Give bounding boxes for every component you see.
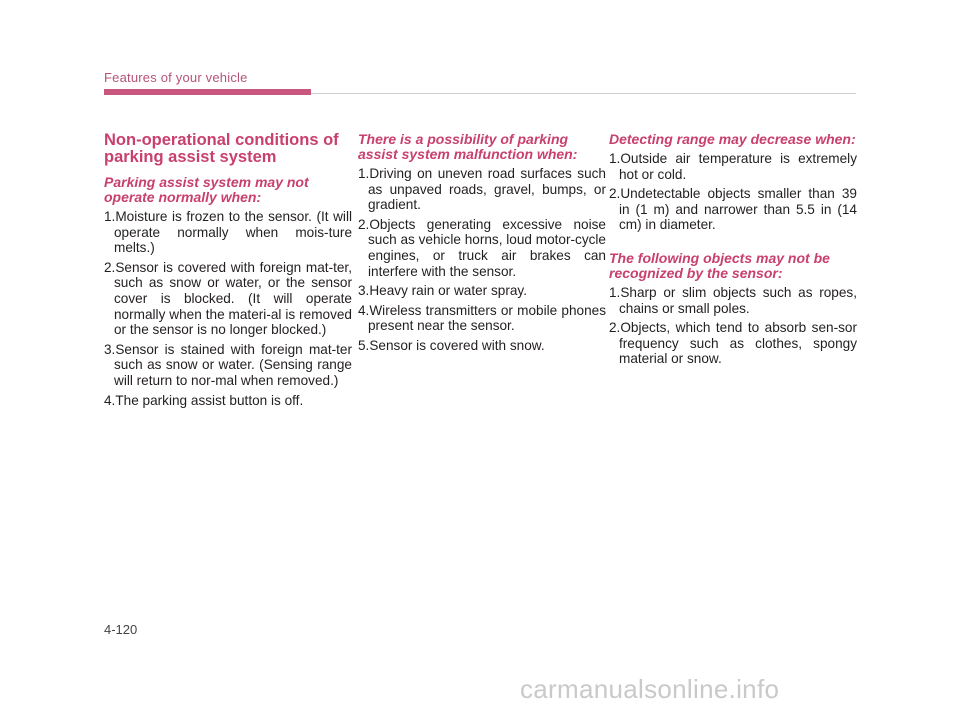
header-title: Features of your vehicle [104,70,248,85]
column-1 [104,132,352,412]
header-divider [311,93,856,94]
list-item: 3.Heavy rain or water spray. [358,283,527,299]
list-item: 2.Undetectable objects smaller than 39 in (1 m) and narrower than 5.5 in (14 cm) in diameter. [609,186,857,233]
subsection-title: The following objects may not be recognized by the sensor: [609,249,830,281]
list-item: 4.The parking assist button is off. [104,392,304,408]
list-item: 2.Objects generating excessive noise such as vehicle horns, loud motor-cycle engines, or truck air brakes can interfere with the sensor. [358,216,606,279]
page-number: 4-120 [104,622,138,637]
subsection-title: There is a possibility of parking assist system malfunction when: [358,131,578,162]
list-item: 1.Outside air temperature is extremely hot or cold. [609,151,857,182]
condition-list [609,285,857,367]
condition-list [609,151,857,233]
section-heading: Non-operational conditions of parking assist system [104,131,339,166]
list-item: 1.Sharp or slim objects such as ropes, chains or small poles. [609,284,857,316]
list-item: 2.Objects, which tend to absorb sen-sor frequency such as clothes, spongy material or snow. [609,320,857,367]
list-item: 1.Moisture is frozen to the sensor. (It will operate normally when mois-ture melts.) [104,209,352,256]
list-item: 5.Sensor is covered with snow. [358,337,545,353]
list-item: 3.Sensor is stained with foreign mat-ter such as snow or water. (Sensing range will return to nor-mal when removed.) [104,341,352,388]
subsection-title: Parking assist system may not operate normally when: [104,174,309,205]
condition-list [104,209,352,408]
watermark: carmanualsonline.info [520,674,780,704]
column-2 [358,132,606,358]
subsection-title: Detecting range may decrease when: [609,131,856,147]
list-item: 1.Driving on uneven road surfaces such as unpaved roads, gravel, bumps, or gradient. [358,166,606,213]
header-accent-bar [104,89,311,95]
list-item: 4.Wireless transmitters or mobile phones present near the sensor. [358,302,606,334]
list-item: 2.Sensor is covered with foreign mat-ter, such as snow or water, or the sensor cover is blocked. (It will operate normally when the materi-al is removed or the sensor is no longer blocked.) [104,259,352,338]
column-3 [609,132,857,371]
condition-list [358,166,606,354]
section-spacer [609,237,857,251]
